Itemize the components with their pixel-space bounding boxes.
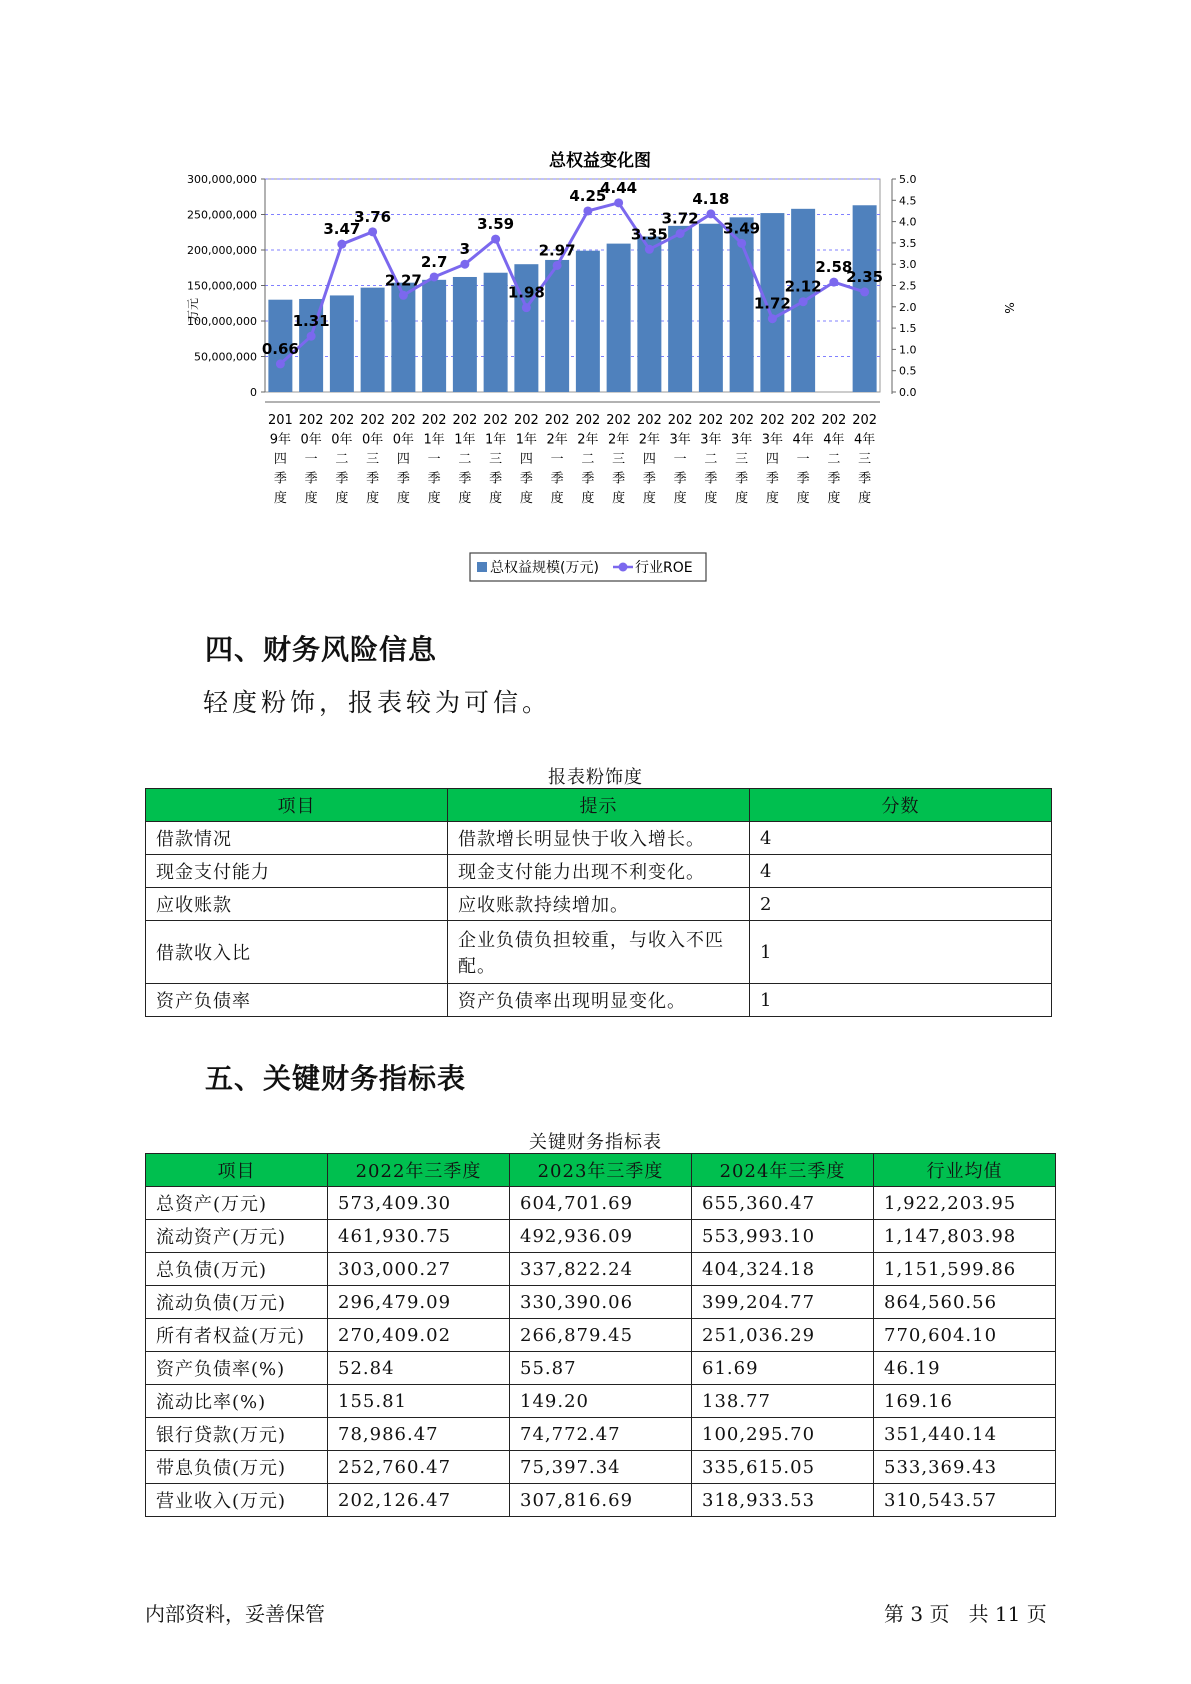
roe-point bbox=[829, 278, 838, 287]
metrics-table-row bbox=[146, 1385, 1056, 1418]
x-tick-label: 202 3年三季度 bbox=[729, 413, 755, 506]
roe-point bbox=[522, 303, 531, 312]
section5-heading: 五、关键财务指标表 bbox=[205, 1062, 467, 1095]
y-tick-label: 250,000,000 bbox=[187, 208, 257, 222]
metrics-table-cell: 533,369.43 bbox=[874, 1451, 1056, 1484]
x-tick-label: 202 2年四季度 bbox=[636, 413, 662, 506]
risk-table-row bbox=[146, 855, 1052, 888]
metrics-table-header-cell: 2022年三季度 bbox=[328, 1154, 510, 1187]
y2-tick-label: 1.5 bbox=[899, 322, 917, 336]
metrics-table-cell: 流动比率(%) bbox=[146, 1385, 328, 1418]
page-unit: 页 bbox=[929, 1602, 950, 1626]
roe-data-label: 4.25 bbox=[569, 186, 607, 205]
y-tick-label: 150,000,000 bbox=[187, 279, 257, 293]
roe-point bbox=[430, 272, 439, 281]
roe-point bbox=[860, 287, 869, 296]
roe-data-label: 0.66 bbox=[261, 339, 299, 358]
metrics-table-row bbox=[146, 1451, 1056, 1484]
roe-point bbox=[645, 245, 654, 254]
metrics-table-cell: 所有者权益(万元) bbox=[146, 1319, 328, 1352]
page-prefix: 第 bbox=[884, 1602, 904, 1626]
roe-point bbox=[553, 261, 562, 270]
roe-data-label: 2.27 bbox=[384, 271, 422, 290]
y-tick-label: 0 bbox=[250, 386, 257, 399]
metrics-table-header-cell: 项目 bbox=[146, 1154, 328, 1187]
x-tick-label: 202 2年三季度 bbox=[606, 413, 632, 506]
risk-table-row bbox=[146, 984, 1052, 1017]
equity-bar bbox=[637, 237, 661, 392]
roe-point bbox=[307, 332, 316, 341]
y2-tick-label: 4.0 bbox=[899, 215, 917, 229]
footer-page-info bbox=[884, 1598, 1047, 1627]
y2-axis-label: % bbox=[1002, 302, 1016, 314]
risk-table-cell: 借款增长明显快于收入增长。 bbox=[448, 822, 750, 855]
roe-data-label: 2.35 bbox=[846, 267, 884, 286]
metrics-table-cell: 351,440.14 bbox=[874, 1418, 1056, 1451]
roe-point bbox=[676, 229, 685, 238]
risk-table-cell: 1 bbox=[750, 984, 1052, 1017]
y2-tick-label: 3.0 bbox=[899, 258, 917, 272]
equity-bar bbox=[453, 277, 477, 392]
metrics-table-cell: 251,036.29 bbox=[692, 1319, 874, 1352]
x-tick-label: 202 4年一季度 bbox=[790, 413, 816, 506]
risk-table-cell: 现金支付能力出现不利变化。 bbox=[448, 855, 750, 888]
metrics-table-cell: 61.69 bbox=[692, 1352, 874, 1385]
legend-bar-label: 总权益规模(万元) bbox=[490, 560, 599, 576]
x-tick-label: 202 3年四季度 bbox=[759, 413, 785, 506]
metrics-table-row bbox=[146, 1484, 1056, 1517]
risk-table-cell: 资产负债率 bbox=[146, 984, 448, 1017]
metrics-table-cell: 1,151,599.86 bbox=[874, 1253, 1056, 1286]
metrics-table-cell: 864,560.56 bbox=[874, 1286, 1056, 1319]
y2-tick-label: 1.0 bbox=[899, 343, 917, 357]
equity-bar bbox=[699, 224, 723, 392]
roe-point bbox=[583, 206, 592, 215]
x-tick-label: 202 0年四季度 bbox=[390, 413, 416, 506]
footer-confidential-note: 内部资料，妥善保管 bbox=[145, 1602, 325, 1626]
metrics-table-cell: 155.81 bbox=[328, 1385, 510, 1418]
metrics-table-cell: 337,822.24 bbox=[510, 1253, 692, 1286]
equity-bar bbox=[484, 273, 508, 392]
risk-table-cell: 借款收入比 bbox=[146, 921, 448, 984]
metrics-table-cell: 149.20 bbox=[510, 1385, 692, 1418]
metrics-table-cell: 78,986.47 bbox=[328, 1418, 510, 1451]
equity-bar bbox=[668, 226, 692, 392]
x-tick-label: 202 0年二季度 bbox=[329, 413, 355, 506]
metrics-table-header bbox=[146, 1154, 1056, 1187]
x-tick-label: 201 9年四季度 bbox=[267, 413, 293, 506]
x-tick-label: 202 4年三季度 bbox=[852, 413, 878, 506]
metrics-table-cell: 营业收入(万元) bbox=[146, 1484, 328, 1517]
x-tick-label: 202 4年二季度 bbox=[821, 413, 847, 506]
x-tick-label: 202 3年二季度 bbox=[698, 413, 724, 506]
metrics-table-header-cell: 2023年三季度 bbox=[510, 1154, 692, 1187]
metrics-table bbox=[145, 1153, 1056, 1517]
risk-table-cell: 1 bbox=[750, 921, 1052, 984]
total-prefix: 共 bbox=[968, 1602, 989, 1626]
risk-table-header bbox=[146, 789, 1052, 822]
risk-table-cell: 4 bbox=[750, 822, 1052, 855]
risk-table-header-cell: 项目 bbox=[146, 789, 448, 822]
risk-table-row bbox=[146, 888, 1052, 921]
metrics-table-cell: 307,816.69 bbox=[510, 1484, 692, 1517]
roe-point bbox=[491, 235, 500, 244]
risk-table-cell: 借款情况 bbox=[146, 822, 448, 855]
roe-data-label: 3.47 bbox=[323, 220, 361, 239]
risk-summary: 轻度粉饰，报表较为可信。 bbox=[203, 688, 552, 717]
y-tick-label: 100,000,000 bbox=[187, 315, 257, 328]
metrics-table-row bbox=[146, 1187, 1056, 1220]
roe-data-label: 3.72 bbox=[661, 209, 699, 228]
metrics-table-cell: 100,295.70 bbox=[692, 1418, 874, 1451]
total-unit: 页 bbox=[1026, 1602, 1047, 1626]
risk-table-cell: 现金支付能力 bbox=[146, 855, 448, 888]
risk-table-cell: 资产负债率出现明显变化。 bbox=[448, 984, 750, 1017]
risk-table-cell: 应收账款持续增加。 bbox=[448, 888, 750, 921]
metrics-table-cell: 252,760.47 bbox=[328, 1451, 510, 1484]
page-number: 3 bbox=[910, 1602, 924, 1626]
roe-data-label: 2.97 bbox=[538, 241, 576, 260]
legend-bar-swatch bbox=[477, 562, 487, 572]
y2-tick-label: 2.0 bbox=[899, 300, 917, 314]
metrics-table-row bbox=[146, 1352, 1056, 1385]
roe-data-label: 3.49 bbox=[723, 219, 761, 238]
metrics-table-cell: 492,936.09 bbox=[510, 1220, 692, 1253]
metrics-table-cell: 46.19 bbox=[874, 1352, 1056, 1385]
metrics-table-cell: 330,390.06 bbox=[510, 1286, 692, 1319]
metrics-table-cell: 55.87 bbox=[510, 1352, 692, 1385]
x-tick-label: 202 1年四季度 bbox=[513, 413, 539, 506]
metrics-table-cell: 流动负债(万元) bbox=[146, 1286, 328, 1319]
metrics-table-cell: 138.77 bbox=[692, 1385, 874, 1418]
roe-point bbox=[399, 291, 408, 300]
roe-point bbox=[614, 198, 623, 207]
risk-table-row bbox=[146, 822, 1052, 855]
roe-point bbox=[276, 359, 285, 368]
total-pages: 11 bbox=[994, 1602, 1021, 1626]
roe-data-label: 3.76 bbox=[354, 207, 392, 226]
metrics-table-cell: 770,604.10 bbox=[874, 1319, 1056, 1352]
risk-table bbox=[145, 788, 1052, 1017]
y-axis-label: 万元 bbox=[186, 297, 200, 323]
metrics-table-cell: 270,409.02 bbox=[328, 1319, 510, 1352]
metrics-table-header-cell: 行业均值 bbox=[874, 1154, 1056, 1187]
equity-bar bbox=[422, 280, 446, 392]
roe-data-label: 3.35 bbox=[630, 225, 668, 244]
risk-table-cell: 企业负债负担较重，与收入不匹配。 bbox=[448, 921, 750, 984]
metrics-table-cell: 310,543.57 bbox=[874, 1484, 1056, 1517]
x-tick-label: 202 2年一季度 bbox=[544, 413, 570, 506]
risk-table-caption: 报表粉饰度 bbox=[548, 767, 643, 788]
x-tick-label: 202 1年三季度 bbox=[483, 413, 509, 506]
metrics-table-cell: 303,000.27 bbox=[328, 1253, 510, 1286]
equity-bar bbox=[545, 260, 569, 392]
section4-heading: 四、财务风险信息 bbox=[205, 633, 438, 666]
metrics-table-cell: 335,615.05 bbox=[692, 1451, 874, 1484]
risk-table-cell: 应收账款 bbox=[146, 888, 448, 921]
metrics-table-cell: 553,993.10 bbox=[692, 1220, 874, 1253]
y2-tick-label: 5.0 bbox=[899, 173, 917, 186]
equity-chart-svg bbox=[180, 140, 1060, 610]
metrics-table-cell: 399,204.77 bbox=[692, 1286, 874, 1319]
equity-bar bbox=[361, 288, 385, 392]
metrics-table-row bbox=[146, 1319, 1056, 1352]
roe-data-label: 4.44 bbox=[600, 178, 638, 197]
metrics-table-cell: 404,324.18 bbox=[692, 1253, 874, 1286]
metrics-table-cell: 银行贷款(万元) bbox=[146, 1418, 328, 1451]
roe-point bbox=[768, 314, 777, 323]
equity-bar bbox=[853, 205, 877, 392]
metrics-table-row bbox=[146, 1220, 1056, 1253]
x-tick-label: 202 3年一季度 bbox=[667, 413, 693, 506]
metrics-table-cell: 流动资产(万元) bbox=[146, 1220, 328, 1253]
metrics-table-cell: 202,126.47 bbox=[328, 1484, 510, 1517]
risk-table-cell: 4 bbox=[750, 855, 1052, 888]
y-tick-label: 200,000,000 bbox=[187, 244, 257, 257]
metrics-table-caption: 关键财务指标表 bbox=[529, 1132, 662, 1153]
risk-table-cell: 2 bbox=[750, 888, 1052, 921]
x-tick-label: 202 2年二季度 bbox=[575, 413, 601, 506]
y2-tick-label: 4.5 bbox=[899, 194, 917, 208]
metrics-table-cell: 318,933.53 bbox=[692, 1484, 874, 1517]
chart-legend bbox=[470, 553, 706, 581]
x-tick-label: 202 0年三季度 bbox=[360, 413, 386, 506]
metrics-table-row bbox=[146, 1418, 1056, 1451]
roe-data-label: 4.18 bbox=[692, 189, 730, 208]
roe-data-label: 1.31 bbox=[292, 312, 330, 331]
risk-table-header-cell: 分数 bbox=[750, 789, 1052, 822]
metrics-table-cell: 655,360.47 bbox=[692, 1187, 874, 1220]
roe-data-label: 1.98 bbox=[507, 283, 545, 302]
equity-chart bbox=[180, 140, 1060, 610]
roe-point bbox=[368, 227, 377, 236]
legend-line-marker bbox=[619, 563, 628, 572]
equity-bar bbox=[576, 251, 600, 392]
y-tick-label: 50,000,000 bbox=[194, 350, 257, 364]
metrics-table-cell: 573,409.30 bbox=[328, 1187, 510, 1220]
metrics-table-cell: 资产负债率(%) bbox=[146, 1352, 328, 1385]
risk-table-header-cell: 提示 bbox=[448, 789, 750, 822]
roe-data-label: 3.59 bbox=[477, 215, 515, 234]
legend-line-label: 行业ROE bbox=[635, 560, 693, 576]
roe-point bbox=[337, 240, 346, 249]
x-tick-label: 202 1年二季度 bbox=[452, 413, 478, 506]
risk-table-row bbox=[146, 921, 1052, 984]
metrics-table-cell: 总资产(万元) bbox=[146, 1187, 328, 1220]
metrics-table-header-cell: 2024年三季度 bbox=[692, 1154, 874, 1187]
metrics-table-cell: 75,397.34 bbox=[510, 1451, 692, 1484]
chart-title: 总权益变化图 bbox=[549, 151, 651, 171]
metrics-table-row bbox=[146, 1286, 1056, 1319]
roe-data-label: 2.58 bbox=[815, 258, 853, 277]
y2-tick-label: 0.0 bbox=[899, 386, 917, 399]
metrics-table-cell: 74,772.47 bbox=[510, 1418, 692, 1451]
y2-tick-label: 0.5 bbox=[899, 364, 917, 378]
metrics-table-cell: 461,930.75 bbox=[328, 1220, 510, 1253]
metrics-table-cell: 1,147,803.98 bbox=[874, 1220, 1056, 1253]
x-tick-label: 202 1年一季度 bbox=[421, 413, 447, 506]
equity-bar bbox=[607, 244, 631, 392]
y-tick-label: 300,000,000 bbox=[187, 173, 257, 186]
y2-tick-label: 3.5 bbox=[899, 236, 917, 250]
x-tick-label: 202 0年一季度 bbox=[298, 413, 324, 506]
roe-data-label: 2.12 bbox=[784, 277, 822, 296]
metrics-table-cell: 169.16 bbox=[874, 1385, 1056, 1418]
y2-tick-label: 2.5 bbox=[899, 279, 917, 293]
metrics-table-cell: 52.84 bbox=[328, 1352, 510, 1385]
metrics-table-cell: 604,701.69 bbox=[510, 1187, 692, 1220]
metrics-table-cell: 1,922,203.95 bbox=[874, 1187, 1056, 1220]
roe-point bbox=[799, 297, 808, 306]
roe-point bbox=[460, 260, 469, 269]
metrics-table-cell: 266,879.45 bbox=[510, 1319, 692, 1352]
chart-x-labels bbox=[268, 413, 877, 506]
roe-point bbox=[737, 239, 746, 248]
roe-point bbox=[706, 209, 715, 218]
equity-bar bbox=[330, 295, 354, 392]
roe-data-label: 1.72 bbox=[753, 294, 791, 313]
roe-data-label: 3 bbox=[459, 240, 471, 259]
metrics-table-cell: 带息负债(万元) bbox=[146, 1451, 328, 1484]
metrics-table-row bbox=[146, 1253, 1056, 1286]
metrics-table-cell: 296,479.09 bbox=[328, 1286, 510, 1319]
metrics-table-cell: 总负债(万元) bbox=[146, 1253, 328, 1286]
roe-data-label: 2.7 bbox=[420, 252, 448, 271]
